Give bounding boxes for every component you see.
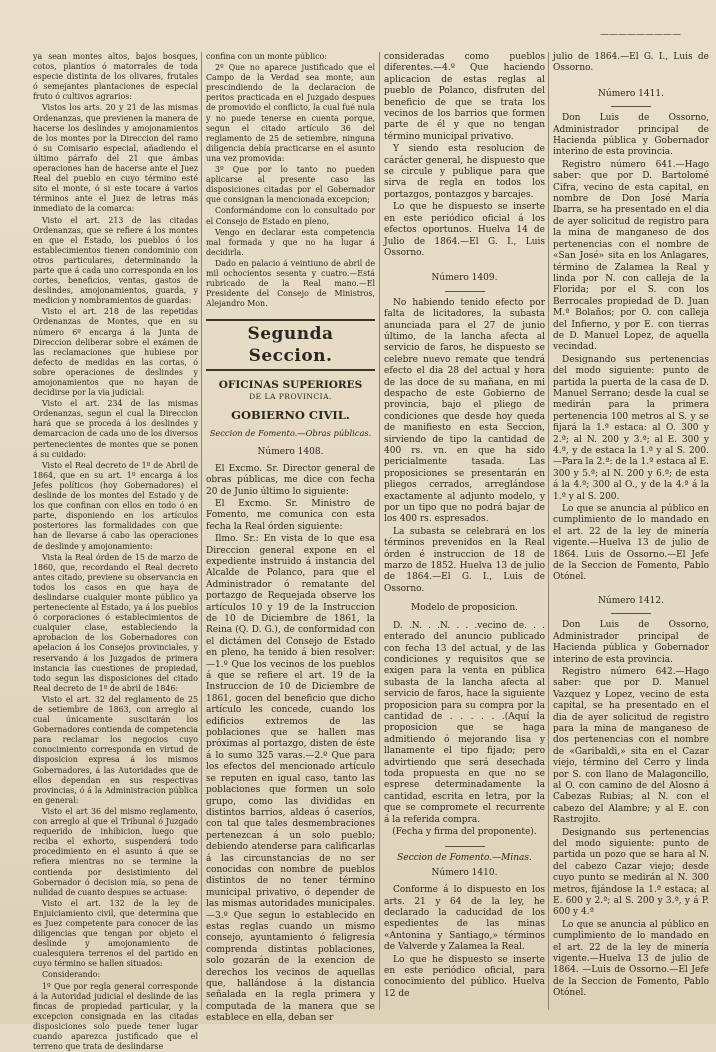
separator	[611, 613, 651, 614]
paragraph: julio de 1864.—El G. I., Luis de Ossorno.	[553, 52, 709, 74]
office-subheading: DE LA PROVINCIA.	[249, 392, 332, 402]
column-4	[553, 52, 709, 1014]
paragraph: Don Luis de Ossorno, Administrador principal de Hacienda pública y Gobernador interino de esta provincia.	[553, 113, 709, 158]
paragraph: Vengo en declarar esta competencia mal formada y que no ha lugar á decidirla.	[206, 227, 375, 257]
paragraph: ya sean montes altos, bajos bosques, cotos, plantíos ó matorrales de toda especie distinta de los olivares, frutales ó semejantes plantaciones de especial fruto ó cultivos agrarios:	[33, 52, 198, 102]
signature-line: (Fecha y firma del proponente).	[392, 827, 537, 837]
paragraph: D. .N. . .N. . . .vecino de. . . enterado del anuncio publicado con fecha 13 del actual, y de las condiciones y requisitos que se exigen para la venta en pública subasta de la lancha afecta al servicio de faros, hace la siguiente proposicion para su compra por la cantidad de . . . . . .(Aquí la proposicion que se haga admitiendo ó mejorando lisa y llanamente el tipo fijado; pero advirtiendo que será desechada toda propuesta en que no se esprese determinadamente la cantidad, escrita en letra, por la que se compromete el recurrente á la referida compra.	[384, 620, 545, 825]
notice-number: Número 1410.	[431, 867, 498, 878]
paragraph: Lo que se anuncia al público en cumplimiento de lo mandado en el art. 22 de la ley de minería vigente.—Huelva 13 de julio de 1864. Luis de Ossorno.—El Jefe de la Seccion de Fomento, Pablo Otónel.	[553, 504, 709, 583]
paragraph: Visto el art. 132 de la ley de Enjuiciamiento civil, que determina que es Juez competente para conocer de las diligencias que tengan por objeto el deslinde y amojonamiento de cualesquiera terrenos el del partido en cuyo término se hallen situados:	[33, 898, 198, 969]
paragraph: Visto el art. 32 del reglamento de 25 de setiembre de 1863, con arreglo al cual únicamente suscitarán los Gobernadores contienda de competencia para reclamar los negocios cuyo conocimiento corresponda en virtud de disposicion expresa á los mismos Gobernadores, á las Autoridades que de ellos dependan en sus respectivas provincias, ó á la Administracion pública en general:	[33, 694, 198, 805]
paragraph: Considerando:	[42, 970, 101, 980]
office-heading: OFICINAS SUPERIORES	[218, 379, 363, 392]
paragraph: Lo que se anuncia al público en cumplimiento de lo mandado en el art. 22 de la ley de minería vigente.—Huelva 13 de julio de 1864. —Luis de Ossorno.—El Jefe de la Seccion de Fomento, Pablo Otónel.	[553, 919, 709, 999]
paragraph: Visto el art. 213 de las citadas Ordenanzas, que se refiere á los montes en que el Estado, los pueblos ó los establecimientos tienen condominio con otros particulares, determinando la parte que á cada uno corresponda en los cortes, beneficios, ventas, gastos de deslindes, amojonamientos, guarda, y medicion y nombramientos de guardas:	[33, 215, 198, 306]
separator	[445, 291, 485, 292]
government-heading: GOBIERNO CIVIL.	[231, 408, 350, 423]
paragraph: Designando sus pertenencias del modo siguiente: punto de partida la puerta de la casa de D. Manuel Serrano; desde la cual se medirán para la primera pertenencia 100 metros al S. y se fijará la 1.ª estaca: al O. 300 y 2.ª; al N. 200 y 3.ª; al E. 300 y 4.ª, y de estaca la 1.ª y al S. 200.—Para la 2.ª: de la 1.ª estaca al E. 300 y 5.ª; al N. 200 y 6.ª; de esta á la 4.ª; 300 al O., y de la 4.ª á la 1.ª y al S. 200.	[553, 354, 709, 502]
paragraph: 2º Que no aparece justificado que el Campo de la Verdad sea monte, aun prescindiendo de la declaracion de peritos practicada en el Juzgado despues de promovido el conflicto, la cual fué nula y no puede tenerse en cuenta porque, segun el citado artículo 36 del reglamento de 25 de setiembre, ninguna diligencia debía practicarse en el asunto una vez promovida:	[206, 63, 375, 163]
separator	[445, 846, 485, 847]
model-title: Modelo de proposicion.	[411, 603, 518, 614]
column-rule	[201, 52, 202, 1010]
paragraph: El Excmo. Sr. Director general de obras públicas, me dice con fecha 20 de Junio último lo siguiente:	[206, 463, 375, 497]
notice-number: Número 1411.	[598, 88, 664, 99]
column-2	[206, 52, 375, 1024]
paragraph: confina con un monte público:	[206, 52, 327, 61]
paragraph: Y siendo esta resolucion de carácter general, he dispuesto que se circule y publique para que sirva de regla en todos los portazgos, pontazgos y barcajes.	[384, 144, 545, 200]
paragraph: Vistos los arts. 20 y 21 de las mismas Ordenanzas, que previenen la manera de hacerse los deslindes y amojonamientos de los montes por la Direccion del ramo ó su Comisario especial, añadiendo el último párrafo del 21 que ámbas operaciones han de hacerse ante el Juez Real del pueblo en cuyo término esté sito el monte, ó si este tocare á varios términos ante el Juez de letras más inmediato de la comarca:	[33, 103, 198, 214]
paragraph: Dado en palacio á veintiuno de abril de mil ochocientos sesenta y cuatro.—Está rubricado de la Real mano.—El Presidente del Consejo de Ministros, Alejandro Mon.	[206, 258, 375, 309]
paragraph: Lo que he dispuesto se inserte en este periódico oficial, para conocimiento del público. Huelva 12 de	[384, 954, 545, 999]
column-3	[384, 52, 545, 1014]
paragraph: Lo que he dispuesto se inserte en este periódico oficial á los efectos oportunos. Huelva 14 de Julio de 1864.—El G. I., Luis Ossorno.	[384, 202, 545, 258]
paragraph: Vista la Real órden de 15 de marzo de 1860, que, recordando el Real decreto antes citado, previene su observancia en todos los casos en que haya de deslindarse cualquier monte público ya perteneciente al Estado, ya á los pueblos ó corporaciones ó establecimientos de cualquier clase, estableciendo la aprobacion de los Gobernadores con apelacion á los Consejos provinciales, y reservando á los Juzgados de primera instancia las cuestiones de propiedad, todo segun las disposiciones del citado Real decreto de 1º de abril de 1846:	[33, 552, 198, 693]
paragraph: El Excmo. Sr. Ministro de Fomento, me comunica con esta fecha la Real órden siguiente:	[206, 498, 375, 532]
paragraph: consideradas como pueblos diferentes.—4.º Que haciendo aplicacion de estas reglas al pueblo de Polanco, disfruten del beneficio de que se trata los vecinos de los barrios que formen parte de él y que no tengan término municipal privativo.	[384, 52, 545, 142]
paragraph: Conforme á lo dispuesto en los arts. 21 y 64 de la ley, he declarado la caducidad de los espedientes de las minas «Antonina y Santiago,» términos de Valverde y Zalamea la Real.	[384, 885, 545, 953]
paragraph: Designando sus pertenencias del modo siguiente: punto de partida un pozo que se hara al N. del cabezo Cazar viejo; desde cuyo punto se medirán al N. 300 metros, fijándose la 1.ª estaca; al E. 600 y 2.ª; al S. 200 y 3.ª, y á P. 600 y 4.ª	[553, 827, 709, 918]
paragraph: Visto el art. 218 de las repetidas Ordenanzas de Montes, que en su número 6º encarga á la Junta de Direccion deliberar sobre el exámen de las reclamaciones que hubiese por defecto de medidas en las cortas, ó sobre operaciones de deslindes y amojonamientos que no hayan de decidirse por la via judicial:	[33, 307, 198, 398]
paragraph: Ilmo. Sr.: En vista de lo que esa Direccion general expone en el expediente instruido á instancia del Alcalde de Polanco, para que el Administrador ó rematante del portazgo de Requejada observe los artículos 10 y 19 de la Instruccion de 10 de Diciembre de 1861, la Reina (Q. D. G.), de conformidad con el dictámen del Consejo de Estado en pleno, ha tenido á bien resolver:—1.º Que los vecinos de los pueblos á que se refiere el art. 19 de la Instruccion de 10 de Diciembre de 1861, gocen del beneficio que dicho artículo les concede, cuando los edificios extremos de las poblaciones que se hallen mas próximas al portazgo, disten de éste á lo sumo 325 varas.—2.º Que para los efectos del mencionado artículo se reputen en igual caso, tanto las poblaciones que formen un solo grupo, como las divididas en distintos barrios, aldeas ó caseríos, con tal que tales desmembraciones pertenezcan á un solo pueblo; debiendo atenderse para calificarlas á las circunstancias de no ser conocidas con nombre de pueblos distintos de no tener término municipal privativo, ó depender de las mismas autoridades municipales.—3.º Que segun lo establecido en estas reglas cuando un mismo consejo, ayuntamiento ó feligresía comprenda distintas poblaciones, solo gozarán de la exencion de derechos los vecinos de aquellas que, hallándose á la distancia señalada en la regla primera y computada de la manera que se establece en ella, deban ser	[206, 534, 375, 1024]
department-label: Seccion de Fomento.—Obras públicas.	[209, 428, 372, 439]
department-label: Seccion de Fomento.—Minas.	[397, 853, 532, 864]
separator	[611, 106, 651, 107]
paragraph: Registro número 642.—Hago saber: que por D. Manuel Vazquez y Lopez, vecino de esta capital, se ha presentado en el dia de ayer solicitud de registro para la mina de manganeso de dos pertenencias con el nombre de «Garibaldi,» sita en el Cazar viejo, término del Cerro y linda por S. con llano de Malagoncillo, al O. con camino de del Alosno á Cabezas Rubias; al N. con el cabezo del Alambre; y al E. con Rastrojito.	[553, 666, 709, 826]
column-1	[33, 52, 198, 1052]
column-rule	[548, 52, 549, 1010]
section-heading: Segunda Seccion.	[206, 319, 375, 371]
notice-number: Número 1412.	[598, 595, 664, 606]
paragraph: 1º Que por regla general corresponde á la Autoridad judicial el deslinde de las fincas de propiedad particular, y la excepcion consignada en las citadas disposiciones solo puede tener lugar cuando aparezca justificado que el terreno que trata de deslindarse	[33, 981, 198, 1052]
header-right-mark: —————————	[600, 30, 681, 40]
paragraph: Visto el Real decreto de 1º de Abril de 1864, que en su art. 1º encarga á los Jefes políticos (hoy Gobernadores) el deslinde de los montes del Estado y de los que confinan con ellos en todo ó en parte, disponiendo en los artículos posteriores las formalidades con que han de llevarse á cabo las operaciones de deslinde y amojonamiento:	[33, 460, 198, 551]
paragraph: Conformándome con lo consultado por el Consejo de Estado en pleno,	[206, 206, 375, 226]
paragraph: La subasta se celebrará en los términos prevenidos en la Real órden é instruccion de 18 de marzo de 1852. Huelva 13 de julio de 1864.—El G. I., Luis de Ossorno.	[384, 526, 545, 594]
paragraph: Registro número 641.—Hago saber: que por D. Bartolomé Cifra, vecino de esta capital, en nombre de Don José María Ibarra, se ha presentado en el dia de ayer solicitud de registro para la mina de manganeso de dos pertenencias con el nombre de «San José» sita en los Anlagares, término de Zalamea la Real y linda por N. con calleja de la Florida; por el S. con los Berrocales propiedad de D. Juan M.ª Bolaños; por O. con calleja del Infierno, y por E. con tierras de D. Manuel Lopez, de aquella vecindad.	[553, 159, 709, 353]
paragraph: Don Luis de Ossorno, Administrador principal de Hacienda pública y Gobernador interino de esta provincia.	[553, 620, 709, 665]
paragraph: 3º Que por lo tanto no pueden aplicarse al presente caso las disposiciones citadas por el Gobernador que consignan la mencionada excepcion;	[206, 165, 375, 205]
paragraph: Visto el art. 234 de las mismas Ordenanzas, segun el cual la Direccion hará que se proceda á los deslindes y demarcacion de cada uno de los diversos pertenecientes de montes que se ponen á su cuidado:	[33, 399, 198, 459]
column-rule	[379, 52, 380, 1010]
paragraph: Visto el art 36 del mismo reglamento, con arreglo al que el Tribunal ó Juzgado requerido de inhibicion, luego que reciba el exhorto, suspenderá todo procedimiento en el asunto á que se refiera mientras no se termine la contienda por desistimiento del Gobernador ó decision mía, so pena de nulidad de cuanto despues se actuase:	[33, 806, 198, 897]
paragraph: No habiendo tenido efecto por falta de licitadores, la subasta anunciada para el 27 de junio último, de la lancha afecta al servicio de faros, he dispuesto se celebre nuevo remate que tendrá efecto el dia 28 del actual y hora de las doce de su mañana, en mi despacho de este Gobierno de provincia, bajo el pliego de condiciones que desde hoy queda de manifiesto en esta Seccion, sirviendo de tipo la cantidad de 400 rs. vn. en que ha sido pericialmente tasada. Las proposiciones se presentarán en pliegos cerrados, arreglándose exactamente al adjunto modelo, y por un tipo que no podrá bajar de los 400 rs. espresados.	[384, 297, 545, 525]
notice-number: Número 1408.	[257, 446, 324, 457]
notice-number: Número 1409.	[431, 273, 498, 284]
